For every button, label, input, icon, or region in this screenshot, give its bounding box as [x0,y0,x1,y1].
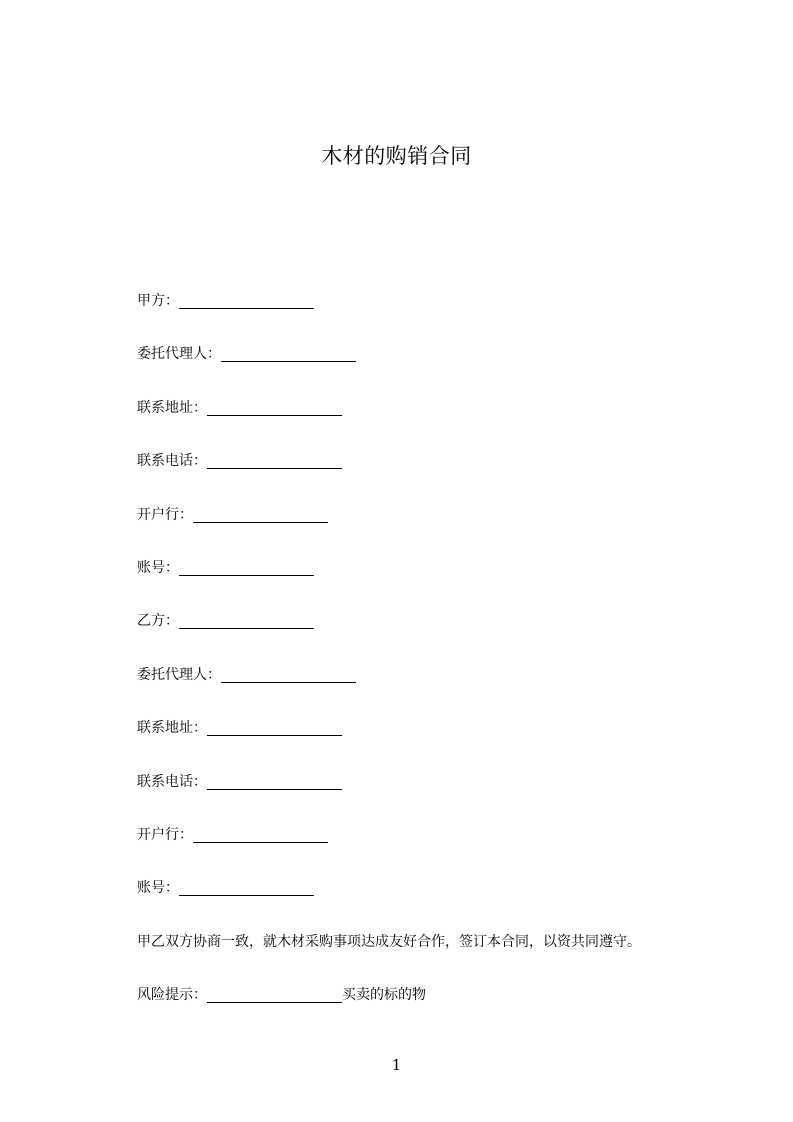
party-a-bank-label: 开户行： [137,506,193,523]
party-a-address-row [137,395,737,448]
party-b-agent-blank [221,663,356,683]
party-a-address-blank [207,396,342,416]
party-b-agent-label: 委托代理人： [137,666,221,683]
party-b-phone-blank [207,770,342,790]
party-b-name-row [137,608,737,661]
party-b-account-row [137,875,737,928]
party-a-bank-blank [193,503,328,523]
party-b-address-row [137,715,737,768]
party-b-phone-row [137,769,737,822]
party-b-address-blank [207,716,342,736]
party-a-account-label: 账号： [137,559,179,576]
party-a-bank-row [137,502,737,555]
risk-blank [207,983,342,1003]
party-a-address-label: 联系地址： [137,399,207,416]
risk-row [137,982,426,1008]
agreement-paragraph: 甲乙双方协商一致，就木材采购事项达成友好合作，签订本合同，以资共同遵守。 [137,934,641,950]
page-number: 1 [391,1056,402,1074]
party-a-name-blank [179,289,314,309]
party-a-agent-label: 委托代理人： [137,346,221,363]
party-a-phone-label: 联系电话： [137,453,207,470]
party-b-name-blank [179,609,314,629]
party-b-account-blank [179,876,314,896]
risk-label: 风险提示： [137,987,207,1003]
risk-suffix: 买卖的标的物 [342,987,426,1003]
party-b-bank-label: 开户行： [137,826,193,843]
party-a-phone-row [137,448,737,501]
party-a-name-label: 甲方： [137,293,179,309]
party-a-account-blank [179,556,314,576]
party-a-name-row [137,288,737,341]
party-b-address-label: 联系地址： [137,720,207,737]
party-b-phone-label: 联系电话： [137,773,207,790]
party-b-name-label: 乙方： [137,613,179,630]
party-a-agent-row [137,341,737,394]
party-b-account-label: 账号： [137,880,179,897]
party-a-phone-blank [207,449,342,469]
party-a-account-row [137,555,737,608]
party-b-bank-row [137,822,737,875]
party-b-agent-row [137,662,737,715]
party-fields [137,288,737,929]
document-title: 木材的购销合同 [321,144,472,168]
party-a-agent-blank [221,342,356,362]
party-b-bank-blank [193,823,328,843]
